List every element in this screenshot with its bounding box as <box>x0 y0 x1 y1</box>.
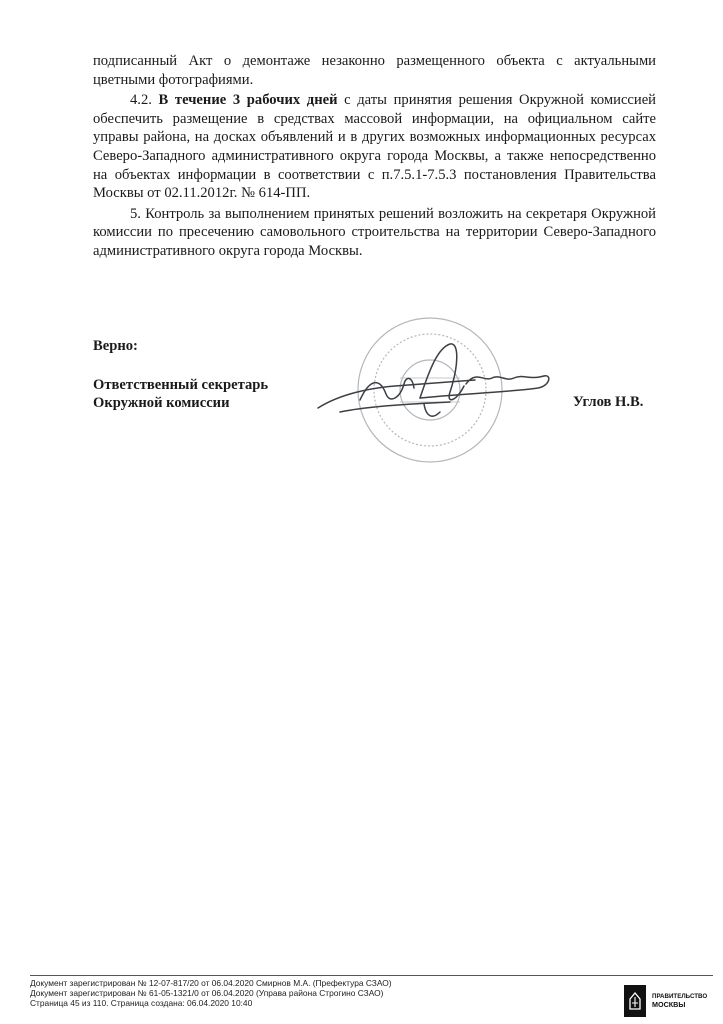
signatory-name: Углов Н.В. <box>573 394 644 410</box>
deadline-emphasis: В течение 3 рабочих дней <box>158 92 338 109</box>
logo-text-line1: ПРАВИТЕЛЬСТВО <box>652 993 708 1000</box>
handwritten-signature <box>318 344 549 416</box>
footer-divider <box>30 975 713 976</box>
paragraph-4-2-text: с даты принятия решения Окружной комиссией обеспечить размещение в средствах массовой информации, на официальном сайте управы района, на досках объявлений и в других возможных информационных ресурсах Северо-Западного административного округа города Москвы, а также непосредственно на объектах информации в соответствии с п.7.5.1-7.5.3 постановления Правительства Москвы от 02.11.2012г. № 614-ПП. <box>93 92 656 202</box>
registration-footer <box>30 978 392 1009</box>
document-body <box>93 52 656 263</box>
footer-line-3: Страница 45 из 110. Страница создана: 06.04.2020 10:40 <box>30 998 253 1009</box>
stamp-and-signature <box>300 308 560 468</box>
signatory-title-line2: Окружной комиссии <box>93 395 230 411</box>
moscow-emblem-icon <box>624 985 646 1017</box>
paragraph-4-2 <box>93 91 656 203</box>
signatory-title <box>93 376 268 412</box>
footer-line-2: Документ зарегистрирован № 61-05-1321/0 от 06.04.2020 (Управа района Строгино СЗАО) <box>30 988 384 999</box>
paragraph-5: 5. Контроль за выполнением принятых решений возложить на секретаря Окружной комиссии по пресечению самовольного строительства на территории Северо-Западного административного округа города Москвы. <box>93 205 656 259</box>
paragraph-number: 4.2. <box>130 92 159 109</box>
verno-label: Верно: <box>93 338 138 354</box>
round-stamp <box>358 318 502 462</box>
footer-line-1: Документ зарегистрирован № 12-07-817/20 от 06.04.2020 Смирнов М.А. (Префектура СЗАО) <box>30 978 392 988</box>
logo-text-line2: МОСКВЫ <box>652 1000 686 1009</box>
paragraph-act: подписанный Акт о демонтаже незаконно размещенного объекта с актуальными цветными фотографиями. <box>93 53 656 88</box>
logo-text <box>652 993 707 1009</box>
moscow-government-logo <box>624 985 707 1017</box>
signatory-title-line1: Ответственный секретарь <box>93 377 269 393</box>
